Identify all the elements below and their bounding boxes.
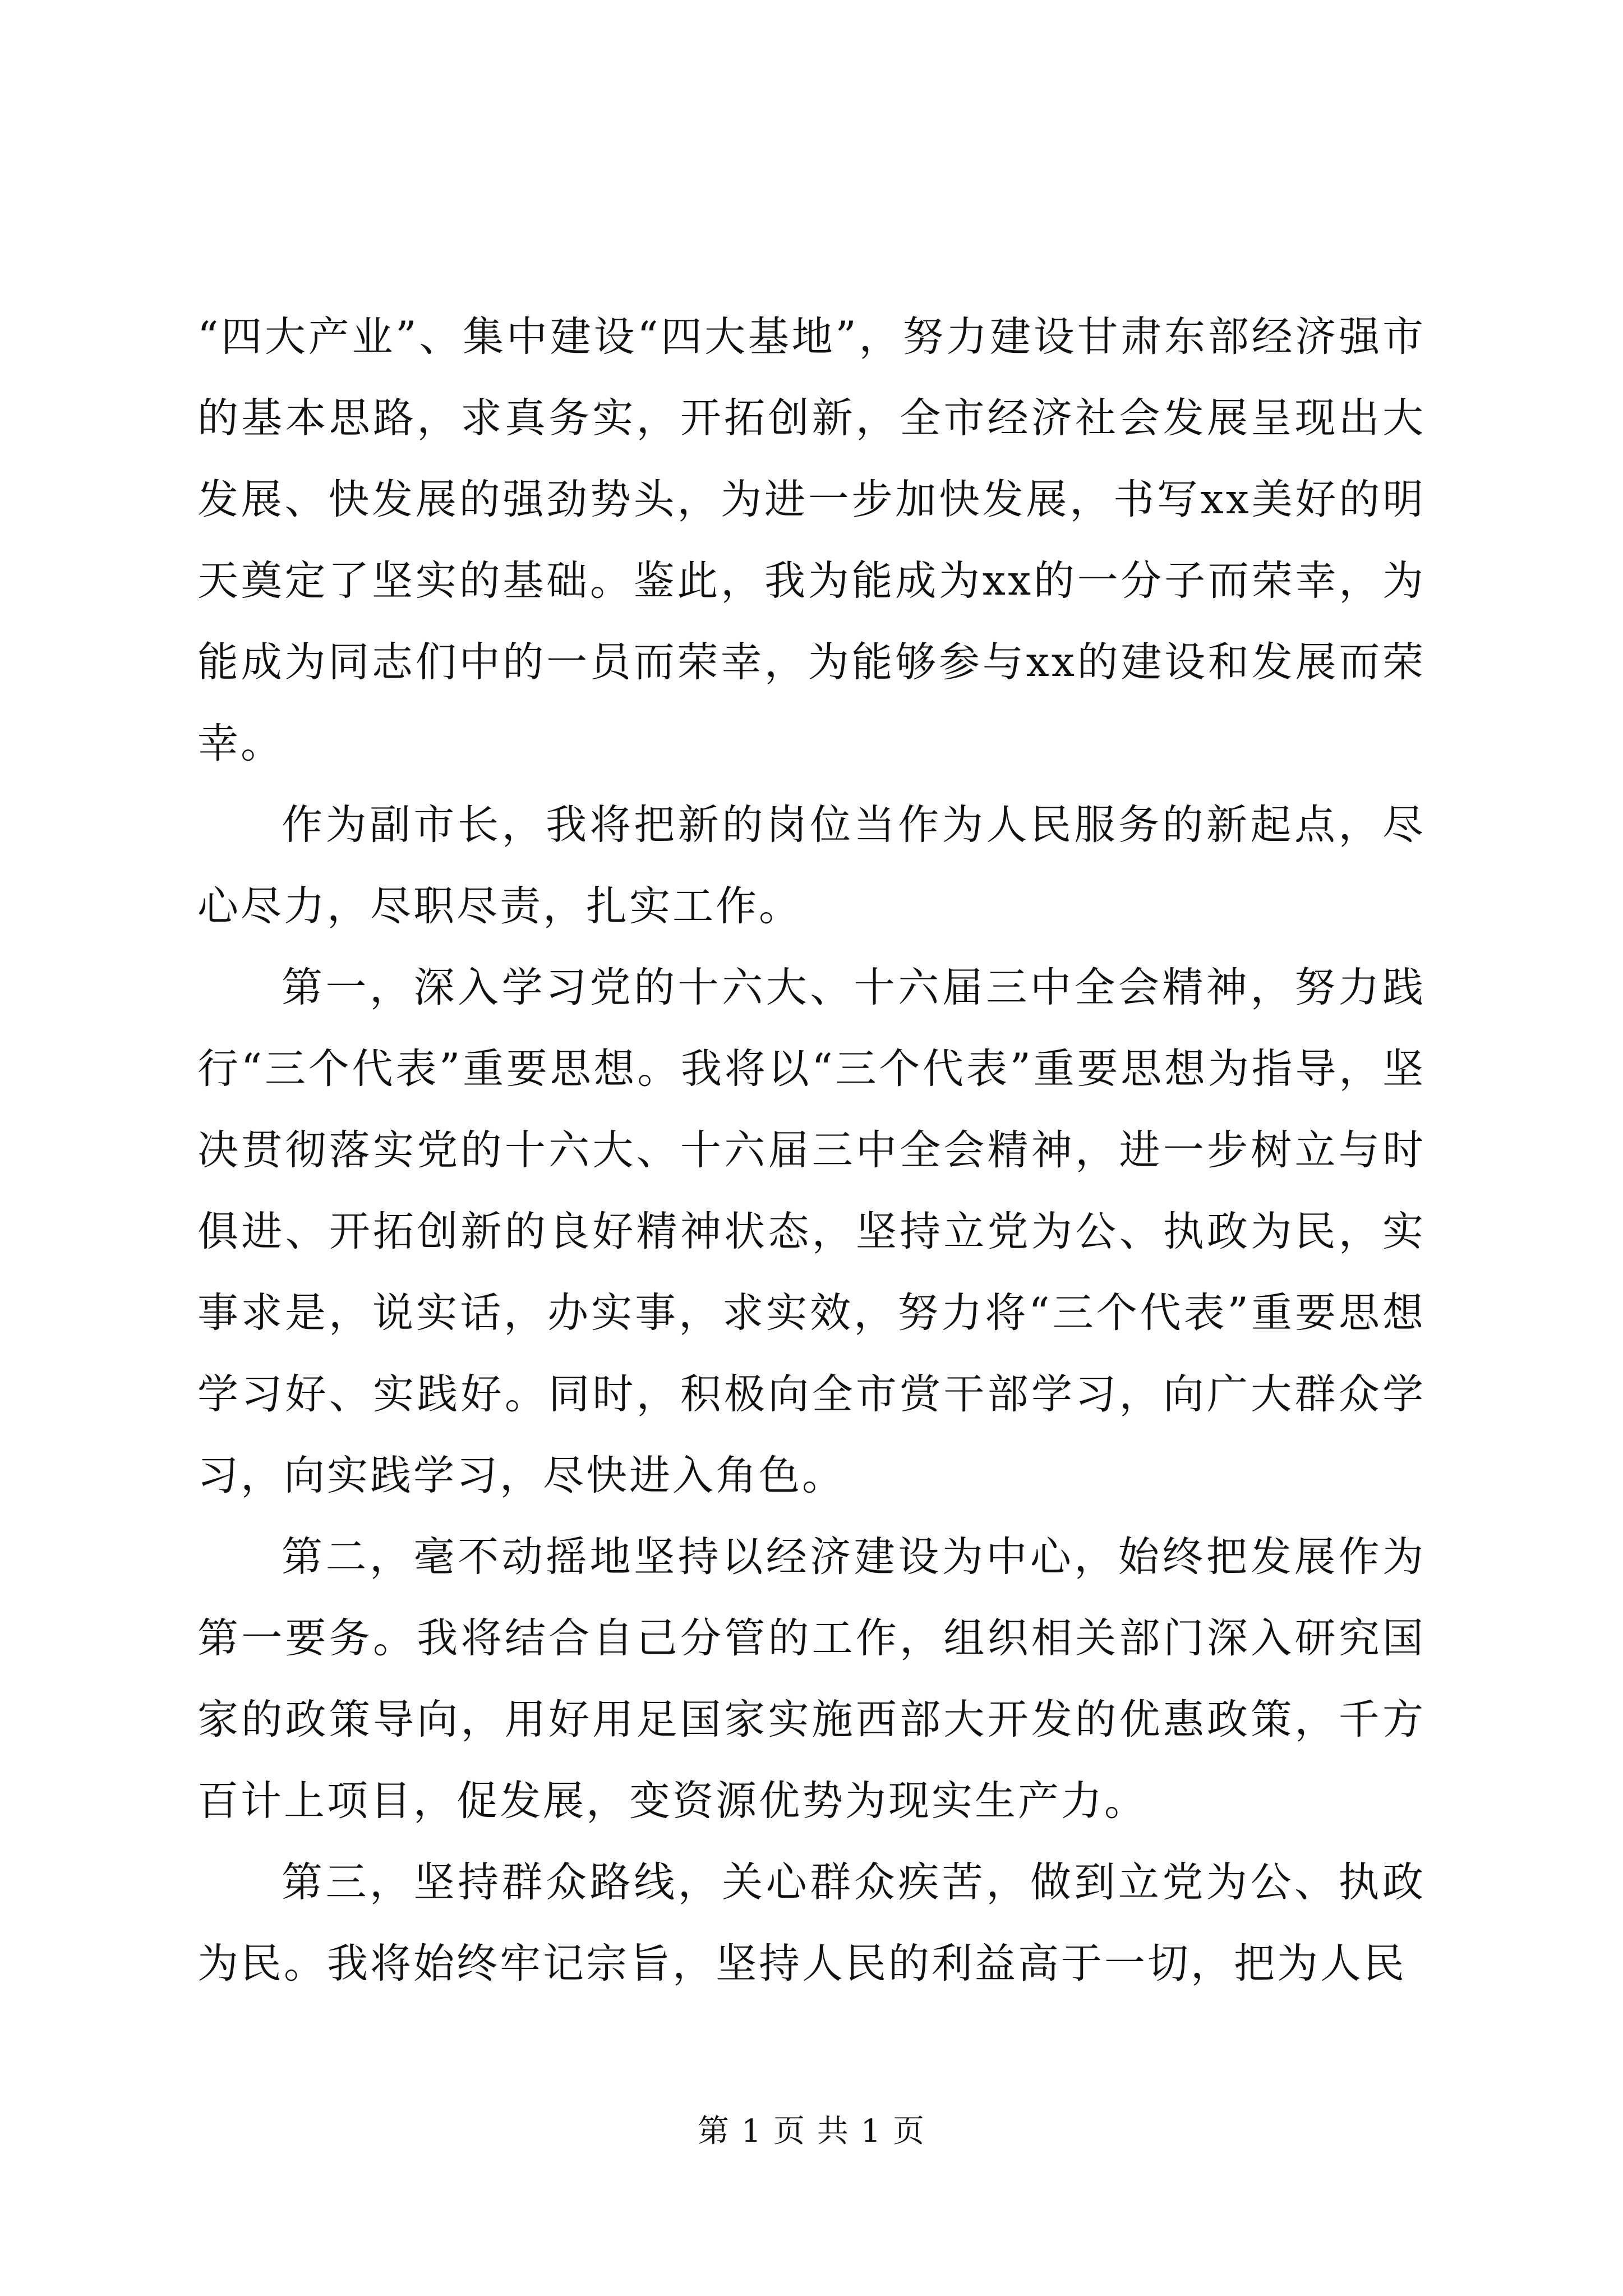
document-body [197, 296, 1426, 2004]
paragraph-third-point: 第三，坚持群众路线，关心群众疾苦，做到立党为公、执政为民。我将始终牢记宗旨，坚持人民的利益高于一切，把为人民 [197, 1858, 1426, 1987]
paragraph-first-point: 第一，深入学习党的十六大、十六届三中全会精神，努力践行“三个代表”重要思想。我将以“三个代表”重要思想为指导，坚决贯彻落实党的十六大、十六届三中全会精神，进一步树立与时俱进、开拓创新的良好精神状态，坚持立党为公、执政为民，实事求是，说实话，办实事，求实效，努力将“三个代表”重要思想学习好、实践好。同时，积极向全市赏干部学习，向广大群众学习，向实践学习，尽快进入角色。 [197, 964, 1426, 1499]
paragraph-continuation: “四大产业”、集中建设“四大基地”，努力建设甘肃东部经济强市的基本思路，求真务实，开拓创新，全市经济社会发展呈现出大发展、快发展的强劲势头，为进一步加快发展，书写xx美好的明天奠定了坚实的基础。鉴此，我为能成为xx的一分子而荣幸，为能成为同志们中的一员而荣幸，为能够参与xx的建设和发展而荣幸。 [197, 313, 1426, 767]
paragraph-second-point: 第二，毫不动摇地坚持以经济建设为中心，始终把发展作为第一要务。我将结合自己分管的工作，组织相关部门深入研究国家的政策导向，用好用足国家实施西部大开发的优惠政策，千方百计上项目，促发展，变资源优势为现实生产力。 [197, 1533, 1426, 1825]
page-footer: 第 1 页 共 1 页 [697, 2113, 926, 2150]
paragraph-role-statement: 作为副市长，我将把新的岗位当作为人民服务的新起点，尽心尽力，尽职尽责，扎实工作。 [197, 801, 1426, 930]
